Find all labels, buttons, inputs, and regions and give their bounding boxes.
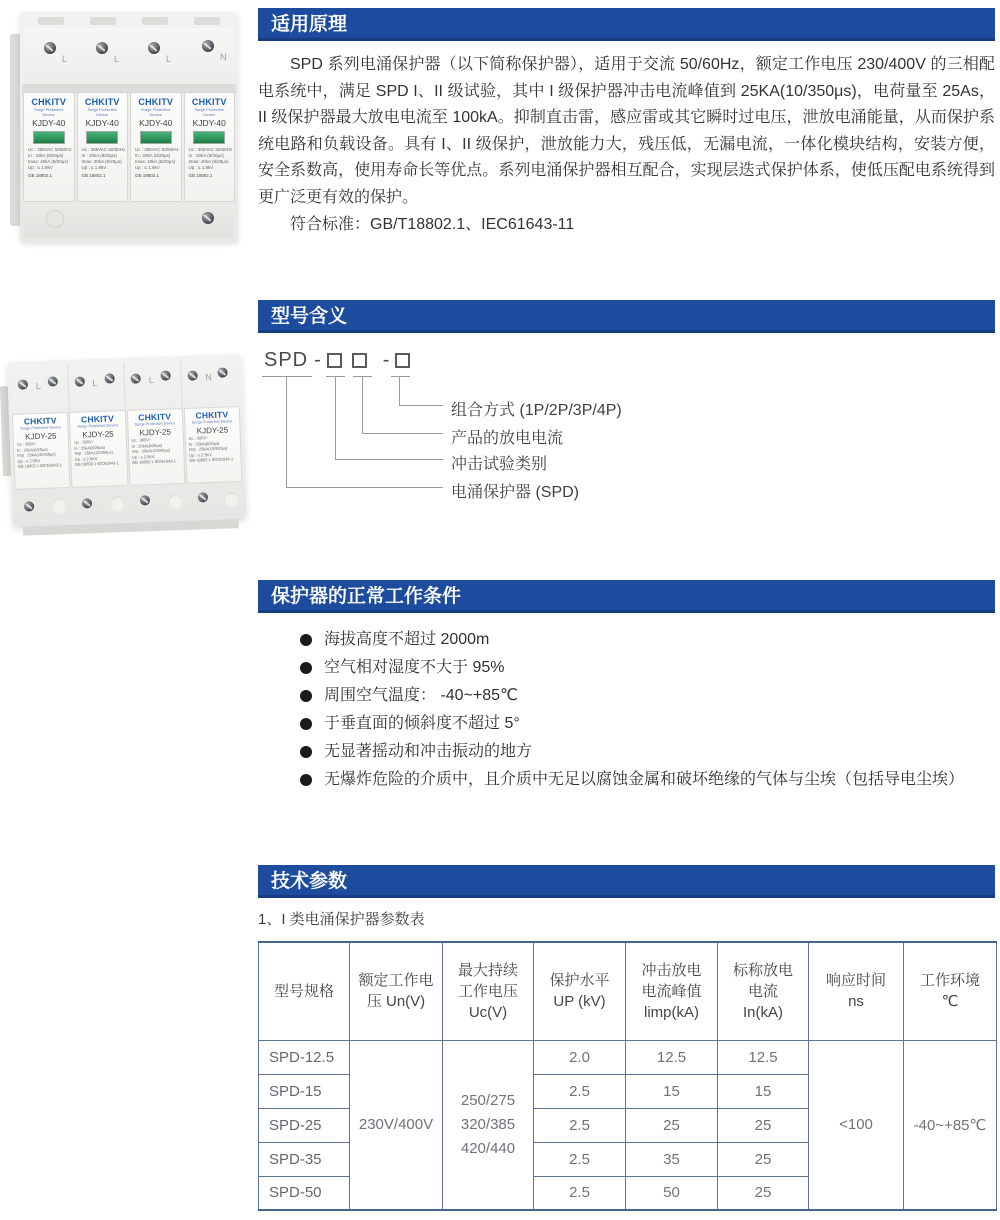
module-subtitle: Surge Protective <box>33 107 64 112</box>
section-title-model-meaning: 型号含义 <box>258 300 995 333</box>
module-row <box>12 406 243 490</box>
status-window <box>33 131 65 144</box>
cell-limp: 35 <box>626 1142 718 1176</box>
module-model: KJDY-40 <box>139 118 173 128</box>
cell-up: 2.5 <box>534 1176 626 1210</box>
condition-text: 无显著摇动和冲击振动的地方 <box>324 743 533 760</box>
module-subtitle: Surge Protective <box>140 107 171 112</box>
cell-model: SPD-25 <box>259 1108 350 1142</box>
base-hole <box>168 494 184 510</box>
product-photo-kjdy40 <box>10 12 238 242</box>
cell-up: 2.5 <box>534 1108 626 1142</box>
terminal-screw <box>148 42 160 54</box>
model-code-diagram <box>258 346 995 516</box>
module-subtitle: Surge Protective <box>87 107 118 112</box>
module-spec: Up : ≤ 2.5KV <box>131 453 155 460</box>
terminal-label: L <box>35 380 42 392</box>
diagram-label-test-class: 冲击试验类别 <box>451 456 548 473</box>
cell-limp: 15 <box>626 1074 718 1108</box>
terminal-label: L <box>92 377 98 389</box>
module-subtitle: Device <box>96 112 109 117</box>
module-spec: Imp : 25kA(10/350μs) <box>74 449 113 456</box>
module-standard: GB 18802.1 IEC61643-1 <box>189 456 234 463</box>
list-item <box>300 686 996 706</box>
spd-module <box>12 412 71 490</box>
terminal-screw <box>44 42 56 54</box>
table-subtitle: 1、I 类电涌保护器参数表 <box>258 911 425 928</box>
spd-module <box>23 92 75 202</box>
parameters-table <box>258 941 997 1211</box>
formula-dash: - <box>382 348 390 371</box>
module-subtitle: Surge Protective Device <box>134 421 176 427</box>
module-spec: Imax: 40kA (8/20μs) <box>135 159 176 164</box>
cell-limp: 50 <box>626 1176 718 1210</box>
base-screw <box>198 492 208 502</box>
formula-box-2 <box>352 353 367 368</box>
module-spec: In : 20kA (8/20μs) <box>28 153 64 158</box>
module-model: KJDY-40 <box>32 118 66 128</box>
device-body <box>20 12 238 242</box>
module-spec: In : 20kA (8/20μs) <box>135 153 171 158</box>
module-model: KJDY-25 <box>139 427 172 438</box>
module-spec: In : 25kA(8/20μs) <box>188 440 220 447</box>
vent-slot <box>194 17 220 25</box>
cell-model: SPD-12.5 <box>259 1040 350 1074</box>
brand-logo: CHKITV <box>191 97 227 107</box>
cell-model: SPD-50 <box>259 1176 350 1210</box>
module-subtitle: Surge Protective Device <box>20 425 61 431</box>
cell-up: 2.5 <box>534 1074 626 1108</box>
module-subtitle: Surge Protective Device <box>77 423 119 429</box>
terminal-row <box>11 358 239 414</box>
connector-spd <box>286 377 443 488</box>
module-model: KJDY-25 <box>25 431 57 442</box>
module-standard: GB 18802.1 IEC61643-1 <box>74 460 119 467</box>
module-spec: Up : ≤ 1.8kV <box>81 165 107 170</box>
formula-box-1 <box>327 353 342 368</box>
col-header-uc: 最大持续 工作电压 Uc(V) <box>443 942 534 1040</box>
bullet-icon <box>300 634 312 646</box>
spd-module <box>126 408 185 486</box>
col-header-un: 额定工作电 压 Un(V) <box>350 942 443 1040</box>
cell-un-merged: 230V/400V <box>350 1040 443 1210</box>
spd-module <box>130 92 182 202</box>
module-spec: Imax: 40kA (8/20μs) <box>28 159 69 164</box>
module-spec: Up : ≤ 2.5KV <box>17 457 41 464</box>
module-spec: Up : ≤ 2.5KV <box>74 455 98 462</box>
bullet-icon <box>300 746 312 758</box>
condition-text: 空气相对湿度不大于 95% <box>324 659 505 676</box>
list-item <box>300 742 996 762</box>
conditions-list <box>300 630 996 798</box>
brand-logo: CHKITV <box>80 413 115 425</box>
brand-logo: CHKITV <box>138 97 174 107</box>
cell-up: 2.5 <box>534 1142 626 1176</box>
base-hole <box>110 496 126 512</box>
module-model: KJDY-25 <box>196 425 229 436</box>
vent-slot <box>142 17 168 25</box>
module-spec: Uc : 385VAC 50/60Hz <box>28 147 72 152</box>
terminal-screw <box>18 379 28 389</box>
base-screw <box>202 212 214 224</box>
spd-module <box>184 92 236 202</box>
list-item <box>300 630 996 650</box>
module-spec: Imax: 40kA (8/20μs) <box>81 159 122 164</box>
bullet-icon <box>300 662 312 674</box>
module-spec: Imp : 25kA(10/350μs) <box>17 451 56 458</box>
col-header-model: 型号规格 <box>259 942 350 1040</box>
product-photo-kjdy25 <box>3 350 249 538</box>
cell-limp: 25 <box>626 1108 718 1142</box>
terminal-screw <box>74 376 84 386</box>
module-spec: Uc : 385VAC 50/60Hz <box>81 147 126 152</box>
module-model: KJDY-25 <box>82 429 114 440</box>
module-spec: In : 20kA (8/20μs) <box>81 153 117 158</box>
section-title-conditions: 保护器的正常工作条件 <box>258 580 995 613</box>
terminal-screw <box>96 42 108 54</box>
status-window <box>193 131 225 144</box>
terminal-screw <box>202 40 214 52</box>
section-title-principle: 适用原理 <box>258 8 995 41</box>
spd-module <box>77 92 129 202</box>
col-header-up: 保护水平 UP (kV) <box>534 942 626 1040</box>
table-row <box>259 1040 997 1074</box>
cell-in: 25 <box>718 1108 809 1142</box>
module-standard: GB 18802.1 <box>28 173 53 178</box>
module-spec: Uc : 385VAC 50/60Hz <box>188 147 233 152</box>
formula-prefix: SPD <box>264 348 309 371</box>
formula-box-3 <box>395 353 410 368</box>
terminal-cell <box>11 364 69 414</box>
module-subtitle: Device <box>42 112 55 117</box>
module-subtitle: Surge Protective <box>194 107 225 112</box>
module-spec: Up : ≤ 2.5KV <box>189 451 212 458</box>
spd-module <box>184 406 243 484</box>
principle-paragraph: SPD 系列电涌保护器（以下简称保护器），适用于交流 50/60Hz，额定工作电压 230/400V 的三相配电系统中，满足 SPD I、II 级试验，其中 I 级保护器冲击电流峰值到 25KA(10/350μs)，电荷量至 25As，II 级保护器最大放电电流至 100kA。抑制直击雷，感应雷或其它瞬时过电压，泄放电涌能量，从而保护系统电路和负载设备。具有 I、II 级保护，泄放能力大，残压低，无漏电流，一体化模块结构，安装方便，安全系数高，使用寿命长等优点。系列电涌保护器相互配合，实现层迭式保护体系，使低压配电系统得到更广泛更有效的保护。 <box>258 56 995 206</box>
cell-model: SPD-15 <box>259 1074 350 1108</box>
module-spec: Imp : 25kA(10/350μs) <box>131 447 171 454</box>
cell-up: 2.0 <box>534 1040 626 1074</box>
vent-slot <box>90 17 116 25</box>
module-subtitle: Device <box>203 112 216 117</box>
module-model: KJDY-40 <box>85 118 119 128</box>
status-window <box>140 131 172 144</box>
condition-text: 无爆炸危险的介质中，且介质中无足以腐蚀金属和破坏绝缘的气体与尘埃（包括导电尘埃） <box>324 771 965 788</box>
module-subtitle: Surge Protective Device <box>191 419 233 425</box>
module-spec: In : 25kA(8/20μs) <box>74 444 105 451</box>
list-item <box>300 770 996 790</box>
module-standard: GB 18802.1 IEC61643-1 <box>132 458 177 465</box>
col-header-in: 标称放电 电流 In(kA) <box>718 942 809 1040</box>
model-formula <box>264 348 410 372</box>
bullet-icon <box>300 774 312 786</box>
device-body <box>7 354 247 526</box>
cell-in: 25 <box>718 1142 809 1176</box>
diagram-label-spd: 电涌保护器 (SPD) <box>451 484 580 501</box>
terminal-screw <box>104 373 114 383</box>
spd-module <box>69 410 128 488</box>
terminal-screw <box>48 376 58 386</box>
list-item <box>300 714 996 734</box>
cell-limp: 12.5 <box>626 1040 718 1074</box>
brand-logo: CHKITV <box>84 97 120 107</box>
condition-text: 周围空气温度： -40~+85℃ <box>324 687 519 704</box>
base-screw <box>82 498 92 508</box>
cell-in: 12.5 <box>718 1040 809 1074</box>
terminal-label: N <box>220 52 227 62</box>
module-spec: Up : ≤ 1.8kV <box>188 165 214 170</box>
terminal-screw <box>160 370 170 380</box>
base-screw <box>140 495 150 505</box>
terminal-label: L <box>114 54 120 64</box>
module-spec: Imp : 25kA(10/350μs) <box>188 445 228 452</box>
device-base <box>24 204 234 238</box>
cell-response-merged: <100 <box>809 1040 904 1210</box>
principle-text-block <box>258 52 995 238</box>
body-ledge <box>22 84 236 92</box>
module-spec: Uc : 385VAC 50/60Hz <box>135 147 179 152</box>
terminal-label: L <box>148 374 154 386</box>
col-header-limp: 冲击放电 电流峰值 limp(kA) <box>626 942 718 1040</box>
brand-logo: CHKITV <box>31 97 67 107</box>
list-item <box>300 658 996 678</box>
module-standard: GB 18802.1 <box>81 173 106 178</box>
terminal-screw <box>131 373 141 383</box>
brand-logo: CHKITV <box>23 415 57 427</box>
module-standard: GB 18802.1 <box>135 173 160 178</box>
terminal-cell <box>124 360 182 410</box>
base-hole <box>224 492 240 508</box>
col-header-environment: 工作环境 ℃ <box>904 942 997 1040</box>
brand-logo: CHKITV <box>138 411 172 423</box>
diagram-label-discharge: 产品的放电电流 <box>451 430 564 447</box>
module-spec: Uc : 385V~ <box>188 435 209 441</box>
cell-model: SPD-35 <box>259 1142 350 1176</box>
bullet-icon <box>300 718 312 730</box>
cell-uc-merged: 250/275 320/385 420/440 <box>443 1040 534 1210</box>
terminal-label: N <box>205 371 212 383</box>
vent-slot <box>38 17 64 25</box>
module-spec: In : 25kA(8/20μs) <box>131 442 163 449</box>
section-title-parameters: 技术参数 <box>258 865 995 898</box>
terminal-label: L <box>166 54 172 64</box>
terminal-cell <box>68 362 126 412</box>
terminal-screw <box>187 370 197 380</box>
cell-in: 15 <box>718 1074 809 1108</box>
module-spec: Uc : 385V~ <box>74 439 95 445</box>
module-model: KJDY-40 <box>192 118 226 128</box>
bullet-icon <box>300 690 312 702</box>
brand-logo: CHKITV <box>195 409 229 421</box>
module-spec: Imax: 40kA (8/20μs) <box>188 159 229 164</box>
module-spec: Uc : 385V~ <box>131 437 152 443</box>
status-window <box>86 131 118 144</box>
module-subtitle: Device <box>149 112 162 117</box>
base-hole <box>52 498 68 514</box>
diagram-label-combination: 组合方式 (1P/2P/3P/4P) <box>451 402 622 419</box>
base-screw <box>24 501 34 511</box>
cell-environment-merged: -40~+85℃ <box>904 1040 997 1210</box>
module-spec: In : 25kA(8/20μs) <box>17 446 48 453</box>
module-spec: Up : ≤ 1.8kV <box>135 165 160 170</box>
module-row <box>23 92 235 202</box>
condition-text: 于垂直面的倾斜度不超过 5° <box>324 715 520 732</box>
base-hole <box>46 210 64 228</box>
formula-dash: - <box>314 348 321 371</box>
module-spec: Up : ≤ 1.8kV <box>28 165 53 170</box>
cell-in: 25 <box>718 1176 809 1210</box>
module-standard: GB 18802.1 <box>188 173 213 178</box>
terminal-cell <box>181 358 239 408</box>
terminal-cap <box>24 28 234 84</box>
module-spec: Uc : 385V~ <box>16 441 37 447</box>
module-spec: In : 20kA (8/20μs) <box>188 153 224 158</box>
module-standard: GB 18802.1 IEC61643-1 <box>17 462 62 469</box>
terminal-label: L <box>62 54 68 64</box>
condition-text: 海拔高度不超过 2000m <box>324 631 490 648</box>
table-header-row <box>259 942 997 1040</box>
standards-line: 符合标准：GB/T18802.1、IEC61643-11 <box>290 215 575 233</box>
col-header-response: 响应时间 ns <box>809 942 904 1040</box>
terminal-screw <box>217 367 227 377</box>
